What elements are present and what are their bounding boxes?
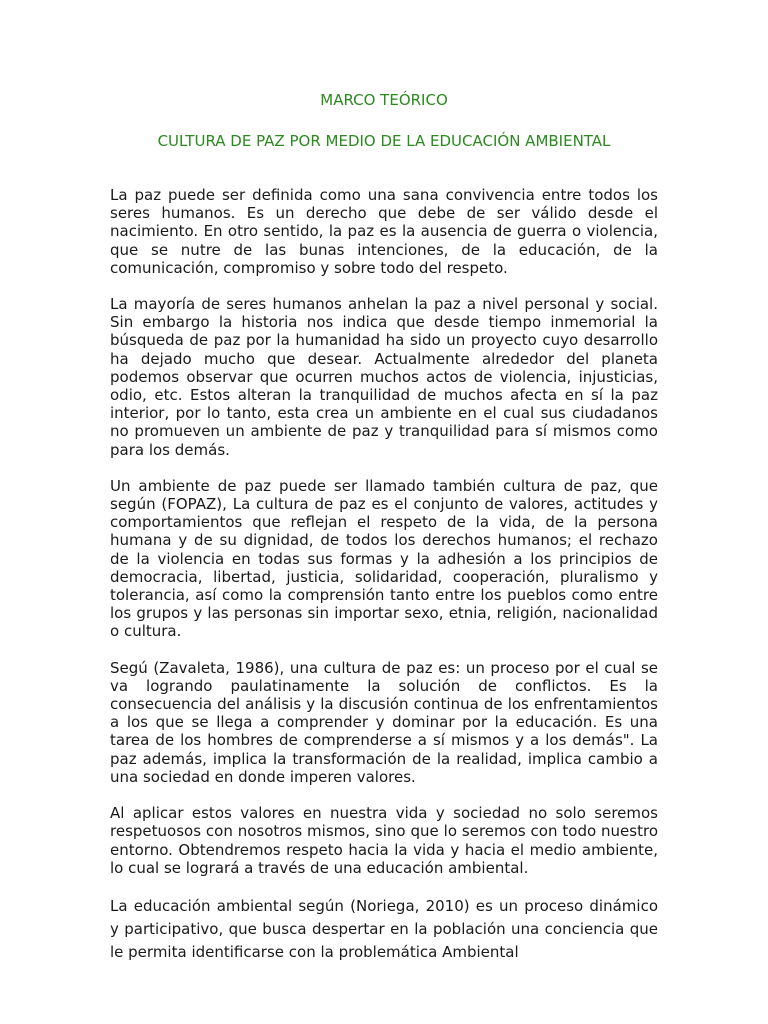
paragraph-6: La educación ambiental según (Noriega, 2010) es un proceso dinámico y participativo, que busca despertar en la población una conciencia que le permita identificarse con la problemática Ambiental bbox=[110, 896, 658, 961]
paragraph-5: Al aplicar estos valores en nuestra vida y sociedad no solo seremos respetuosos con nosotros mismos, sino que lo seremos con todo nuestro entorno. Obtendremos respeto hacia la vida y hacia el medio ambiente, lo cual se logrará a través de una educación ambiental. bbox=[110, 804, 658, 877]
document-subtitle: CULTURA DE PAZ POR MEDIO DE LA EDUCACIÓN AMBIENTAL bbox=[157, 132, 611, 150]
paragraph-2: La mayoría de seres humanos anhelan la paz a nivel personal y social. Sin embargo la historia nos indica que desde tiempo inmemorial la búsqueda de paz por la humanidad ha sido un proyecto cuyo desarrollo ha dejado mucho que desear. Actualmente alrededor del planeta podemos observar que ocurren muchos actos de violencia, injusticias, odio, etc. Estos alteran la tranquilidad de muchos afecta en sí la paz interior, por lo tanto, esta crea un ambiente en el cual sus ciudadanos no promueven un ambiente de paz y tranquilidad para sí mismos como para los demás. bbox=[110, 295, 658, 459]
paragraph-3: Un ambiente de paz puede ser llamado también cultura de paz, que según (FOPAZ), La cultura de paz es el conjunto de valores, actitudes y comportamientos que reflejan el respeto de la vida, de la persona humana y de su dignidad, de todos los derechos humanos; el rechazo de la violencia en todas sus formas y la adhesión a los principios de democracia, libertad, justicia, solidaridad, cooperación, pluralismo y tolerancia, así como la comprensión tanto entre los pueblos como entre los grupos y las personas sin importar sexo, etnia, religión, nacionalidad o cultura. bbox=[110, 476, 658, 641]
paragraph-1: La paz puede ser definida como una sana convivencia entre todos los seres humanos. Es un derecho que debe de ser válido desde el nacimiento. En otro sentido, la paz es la ausencia de guerra o violencia, que se nutre de las bunas intenciones, de la educación, de la comunicación, compromiso y sobre todo del respeto. bbox=[110, 186, 658, 277]
document-body bbox=[110, 186, 658, 982]
paragraph-4: Segú (Zavaleta, 1986), una cultura de paz es: un proceso por el cual se va logrando paulatinamente la solución de conflictos. Es la consecuencia del análisis y la discusión continua de los enfrentamientos a los que se llega a comprender y dominar por la educación. Es una tarea de los hombres de comprenderse a sí mismos y a los demás". La paz además, implica la transformación de la realidad, implica cambio a una sociedad en donde imperen valores. bbox=[110, 658, 658, 786]
document-title: MARCO TEÓRICO bbox=[320, 91, 448, 109]
